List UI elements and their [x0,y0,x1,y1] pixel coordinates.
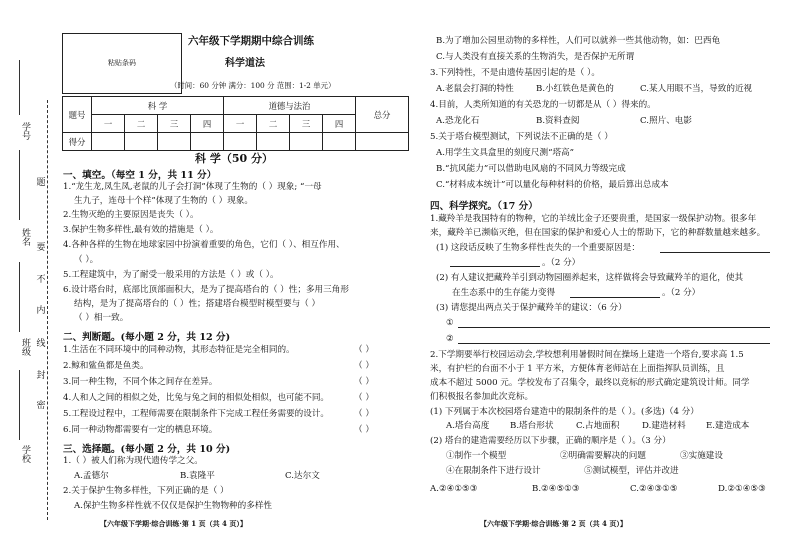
score-col: 三 [290,115,323,133]
choice-option[interactable]: D.建造材料 [642,421,686,431]
suggestion-marker: ② [446,334,454,344]
part1-heading: 一、填空。（每空 1 分，共 11 分） [63,170,217,181]
score-cell[interactable] [356,133,409,151]
binding-underline [19,370,20,440]
score-header-morality: 道德与法治 [224,97,356,115]
fill-line: 5.工程建筑中，为了耐受一般采用的方法是（ ）或（ ）。 [63,270,279,280]
seal-char: 要 [36,243,46,253]
choice-option[interactable]: C.“材料成本统计”可以量化每种材料的价格，最后算出总成本 [436,180,669,190]
choice-option[interactable]: A.恐龙化石 [436,116,480,126]
fill-line: 1.“龙生龙,凤生凤,老鼠的儿子会打洞”体现了生物的（ ）现象; “一母 [63,182,322,192]
score-col: 三 [158,115,191,133]
score-cell[interactable] [191,133,224,151]
judge-item: 2.鲸和鲨鱼都是鱼类。 [63,361,149,371]
choice-option[interactable]: A.老鼠会打洞的特性 [436,84,514,94]
judge-item: 4.人和人之间的相似之处，比兔与兔之间的相似处相似，也可能不同。 [63,393,330,403]
fill-line: 6.设计塔台时，底部比顶部面积大，是为了提高塔台的（ ）性；多用三角形 [63,285,349,295]
seal-char: 不 [36,275,46,285]
sub-question: (3) 请您提出两点关于保护藏羚羊的建议：（6 分） [436,303,627,313]
score-col: 四 [191,115,224,133]
sub-question: (2) 有人建议把藏羚羊引到动物园圈养起来，这样做将会导致藏羚羊的退化，使其 [436,273,744,283]
choice-option[interactable]: C.②④③①⑤ [630,484,678,494]
judge-paren[interactable]: （ ） [354,361,374,371]
binding-label-school: 学校 [20,445,30,463]
choice-option[interactable]: C.达尔文 [285,471,320,481]
sub-question: (2) 塔台的建造需要经历以下步骤，正确的顺序是（ ）。（3 分） [430,436,671,446]
choice-option[interactable]: B.资料查阅 [536,116,580,126]
seal-char: 密 [36,401,46,411]
barcode-box [62,33,182,94]
choice-option[interactable]: C.某人用眼不当，导致的近视 [640,84,753,94]
part3-heading: 三、选择题。(每小题 2 分，共 10 分) [63,444,231,455]
judge-paren[interactable]: （ ） [354,425,374,435]
judge-item: 5.工程设过程中，工程师需要在限制条件下完成工程任务需要的设计。 [63,409,330,419]
choice-option[interactable]: D.②①④⑤③ [718,484,766,494]
passage-line: 来，藏羚羊已濒临灭绝，但在国家的保护和爱心人士的帮助下，它的种群数量越来越多。 [430,228,766,238]
score-cell[interactable] [92,133,125,151]
binding-label-student-id: 学号 [20,122,30,140]
score-cell[interactable] [257,133,290,151]
choice-option[interactable]: E.建造成本 [706,421,750,431]
choice-option[interactable]: B.小红铁色是黄色的 [536,84,614,94]
choice-question: 4.目前，人类所知道的有关恐龙的一切都是从（ ）得来的。 [430,100,656,110]
sub-question: (1) 下列属于本次校园塔台建造中的限制条件的是（ ）。(多选)（4 分） [430,407,699,417]
fill-line: 结构，是为了提高塔台的（ ）性；搭建塔台模型时模型要与（ ） [74,299,321,309]
score-col: 四 [323,115,356,133]
choice-option[interactable]: A.保护生物多样性就不仅仅是保护生物物种的多样性 [74,501,273,511]
step-item: ②明确需要解决的问题 [560,451,646,461]
choice-question: 1.（ ）被人们称为现代遗传学之父。 [63,456,203,466]
binding-underline [19,150,20,220]
choice-option[interactable]: C.占地面积 [576,421,620,431]
score-col: 一 [92,115,125,133]
seal-char: 内 [36,306,46,316]
score-cell[interactable] [290,133,323,151]
judge-paren[interactable]: （ ） [354,393,374,403]
fill-line: 4.各种各样的生物在地球家园中扮演着重要的角色，它们（ ）、相互作用、 [63,240,345,250]
fill-line: （ ）相一致。 [74,313,129,323]
seal-char: 线 [36,339,46,349]
score-table [62,96,409,151]
step-item: ⑤测试模型，评估并改进 [584,466,679,476]
score-cell[interactable] [323,133,356,151]
choice-option[interactable]: B.为了增加公园里动物的多样性，人们可以就养一些其他动物，如：巴西龟 [436,36,721,46]
choice-question: 2.关于保护生物多样性，下列正确的是（ ） [63,486,229,496]
step-item: ①制作一个模型 [446,451,507,461]
science-section-title: 科 学（50 分） [195,152,273,165]
answer-line[interactable] [458,327,770,328]
score-row-label: 得分 [63,133,92,151]
answer-line[interactable] [660,252,770,253]
part4-heading: 四、科学探究。（17 分） [430,201,538,212]
binding-dashed-line [47,100,48,520]
page-footer-right: 【六年级下学期·综合训练·第 2 页（共 4 页）】 [480,519,627,528]
step-item: ④在限制条件下进行设计 [446,466,541,476]
score-cell[interactable] [158,133,191,151]
binding-label-name: 姓名 [20,228,30,246]
binding-underline [19,60,20,115]
passage-line: 1.藏羚羊是我国特有的物种，它的羊绒比金子还要贵重，是国家一级保护动物。很多年 [430,214,757,224]
score-header-science: 科 学 [92,97,224,115]
judge-item: 6.同一种动物都需要有一定的栖息环境。 [63,425,218,435]
answer-line[interactable] [458,343,770,344]
choice-option[interactable]: A.塔台高度 [446,421,490,431]
answer-line[interactable] [450,266,540,267]
answer-line[interactable] [570,297,660,298]
score-col: 二 [125,115,158,133]
choice-option[interactable]: A.②④①⑤③ [430,484,478,494]
score-col: 二 [257,115,290,133]
passage-line: 米，有护栏的台面不小于 1 平方米，方便体育老师站在上面指挥队员训练，且 [430,364,725,374]
judge-paren[interactable]: （ ） [354,409,374,419]
exam-info: （时间：60 分钟 满分：100 分 范围：1-2 单元） [170,81,336,90]
binding-underline [19,262,20,332]
sub-question: 在生态系中的生存能力变得 [452,288,556,298]
choice-option[interactable]: A.孟德尔 [74,471,109,481]
choice-option[interactable]: B.②④⑤①③ [532,484,580,494]
choice-question: 5.关于塔台模型测试，下列说法不正确的是（ ） [430,132,613,142]
page-footer-left: 【六年级下学期·综合训练·第 1 页（共 4 页）】 [100,519,247,528]
judge-paren[interactable]: （ ） [354,345,374,355]
score-header-total: 总分 [356,97,409,133]
choice-option[interactable]: B.袁隆平 [180,471,215,481]
binding-label-class: 班级 [20,338,30,356]
fill-line: 生九子，连母十个样”体现了生物的（ ）现象。 [74,196,254,206]
fill-line: （ ）。 [74,255,99,265]
choice-option[interactable]: B.“抗风能力”可以借助电风扇的不同风力等级完成 [436,164,626,174]
score-cell[interactable] [125,133,158,151]
step-item: ③实施建设 [680,451,723,461]
seal-char: 封 [36,371,46,381]
choice-option[interactable]: B.塔台形状 [510,421,554,431]
choice-option[interactable]: A.用学生文具盒里的刻度尺测“塔高” [436,148,575,158]
page-title: 六年级下学期期中综合训练 [188,35,314,47]
judge-item: 3.同一种生物，不同个体之间存在差异。 [63,377,218,387]
judge-paren[interactable]: （ ） [354,377,374,387]
choice-option[interactable]: C.照片、电影 [640,116,692,126]
suggestion-marker: ① [446,318,454,328]
choice-question: 3.下列特性，不是由遗传基因引起的是（ ）。 [430,68,600,78]
barcode-label: 粘贴条码 [108,59,136,67]
passage-line: 2.下学期要举行校园运动会,学校想利用暑假时间在操场上建造一个塔台,要求高 1.5 [430,350,744,360]
score-note: 。（2 分） [542,258,581,268]
score-col: 一 [224,115,257,133]
passage-line: 们积极报名参加此次竞标。 [430,392,534,402]
passage-line: 成本不超过 5000 元。学校发布了召集令，最终以竞标的形式确定建筑设计师。同学 [430,378,750,388]
sub-question: (1) 这段话反映了生物多样性丧失的一个重要原因是： [436,243,640,253]
score-note: 。（2 分） [662,288,701,298]
page-subtitle: 科学道法 [225,58,265,69]
fill-line: 2.生物灭绝的主要原因是丧失（ ）。 [63,210,199,220]
fill-line: 3.保护生物多样性,最有效的措施是（ ）。 [63,225,219,235]
score-header-number: 题号 [63,97,92,133]
score-cell[interactable] [224,133,257,151]
part2-heading: 二、判断题。(每小题 2 分，共 12 分) [63,332,231,343]
choice-option[interactable]: C.与人类没有直接关系的生物消失，是否保护无所谓 [436,52,635,62]
judge-item: 1.生活在不同环境中的同种动物，其形态特征是完全相同的。 [63,345,295,355]
seal-char: 题 [36,178,46,188]
